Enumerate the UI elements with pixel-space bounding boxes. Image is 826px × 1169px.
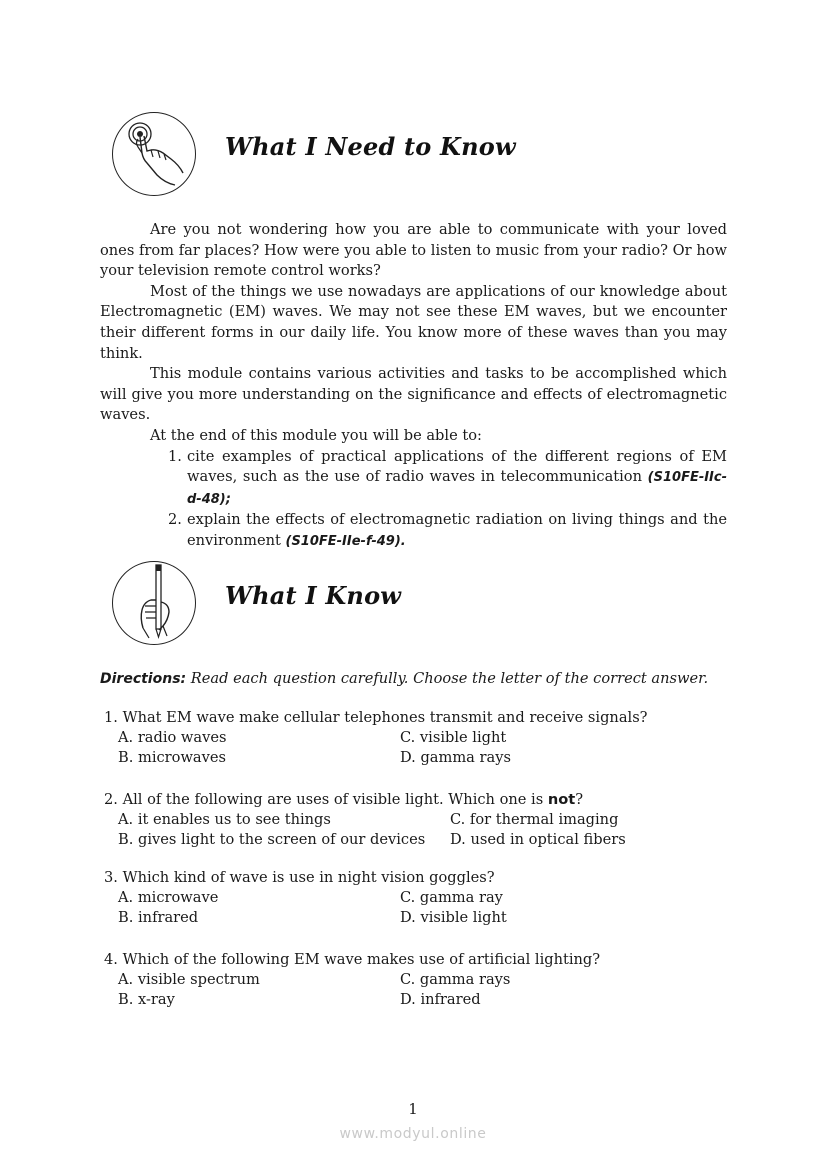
choice-d: D. used in optical fibers (450, 831, 626, 848)
question-stem-start: 2. All of the following are uses of visible light. Which one is (104, 791, 548, 808)
answer-choices (104, 888, 744, 928)
objectives-list (100, 447, 727, 553)
choice-c: C. gamma ray (400, 889, 503, 906)
question-stem-emphasis: not (547, 791, 576, 808)
section-title: What I Need to Know (225, 132, 516, 161)
objective-item (168, 447, 727, 511)
finger-pressing-button-icon (112, 112, 196, 196)
choice-d: D. infrared (400, 991, 481, 1008)
section-header-what-i-know (112, 561, 732, 647)
question-item (104, 950, 744, 1010)
answer-choices (104, 810, 744, 850)
section-header-what-i-need-to-know (112, 112, 732, 198)
intro-text (100, 220, 727, 553)
watermark: www.modyul.online (339, 1126, 487, 1142)
choice-c: C. visible light (400, 729, 507, 746)
question-stem-end: ? (575, 791, 584, 808)
question-stem (104, 790, 744, 810)
choice-b: B. x-ray (118, 991, 175, 1008)
choice-d: D. visible light (400, 909, 507, 926)
page-number: 1 (408, 1100, 418, 1118)
choice-b: B. infrared (118, 909, 199, 926)
question-stem: 4. Which of the following EM wave makes use of artificial lighting? (104, 951, 601, 968)
question-item (104, 868, 744, 928)
choice-a: A. microwave (118, 889, 219, 906)
section-title: What I Know (225, 581, 402, 610)
objectives-lead: At the end of this module you will be able to: (150, 426, 482, 444)
choice-c: C. for thermal imaging (450, 811, 619, 828)
question-item (104, 790, 744, 850)
answer-choices (104, 728, 744, 768)
choice-a: A. visible spectrum (118, 971, 260, 988)
directions (100, 670, 740, 687)
question-stem: 3. Which kind of wave is use in night vision goggles? (104, 869, 495, 886)
choice-c: C. gamma rays (400, 971, 511, 988)
question-stem: 1. What EM wave make cellular telephones transmit and receive signals? (104, 709, 648, 726)
choice-a: A. radio waves (118, 729, 227, 746)
competency-code: (S10FE-IIe-f-49). (285, 533, 406, 549)
hand-holding-pencil-icon (112, 561, 196, 645)
objective-text: cite examples of practical applications of the different regions of EM waves, such as the use of radio waves in telecommunication (187, 447, 727, 486)
objective-number: 1. (168, 447, 182, 465)
directions-label: Directions: (100, 671, 187, 687)
objective-item (168, 510, 727, 552)
question-item (104, 708, 744, 768)
directions-text: Read each question carefully. Choose the letter of the correct answer. (186, 670, 709, 687)
choice-b: B. microwaves (118, 749, 227, 766)
choice-a: A. it enables us to see things (118, 811, 331, 828)
objective-text: explain the effects of electromagnetic radiation on living things and the environment (187, 511, 727, 549)
intro-paragraph: Most of the things we use nowadays are applications of our knowledge about Electromagnetic (EM) waves. We may not see these EM waves, but we encounter their different forms in our daily life. You know more of these waves than you may think. (100, 282, 727, 362)
objective-number: 2. (168, 511, 182, 529)
choice-b: B. gives light to the screen of our devices (118, 831, 426, 848)
intro-paragraph: This module contains various activities and tasks to be accomplished which will give you more understanding on the significance and effects of electromagnetic waves. (100, 365, 727, 424)
choice-d: D. gamma rays (400, 749, 511, 766)
answer-choices (104, 970, 744, 1010)
competency-code: (S10FE-IIc-d-48); (187, 470, 727, 507)
intro-paragraph: Are you not wondering how you are able to communicate with your loved ones from far places? How were you able to listen to music from your radio? Or how your television remote control works? (100, 221, 727, 280)
